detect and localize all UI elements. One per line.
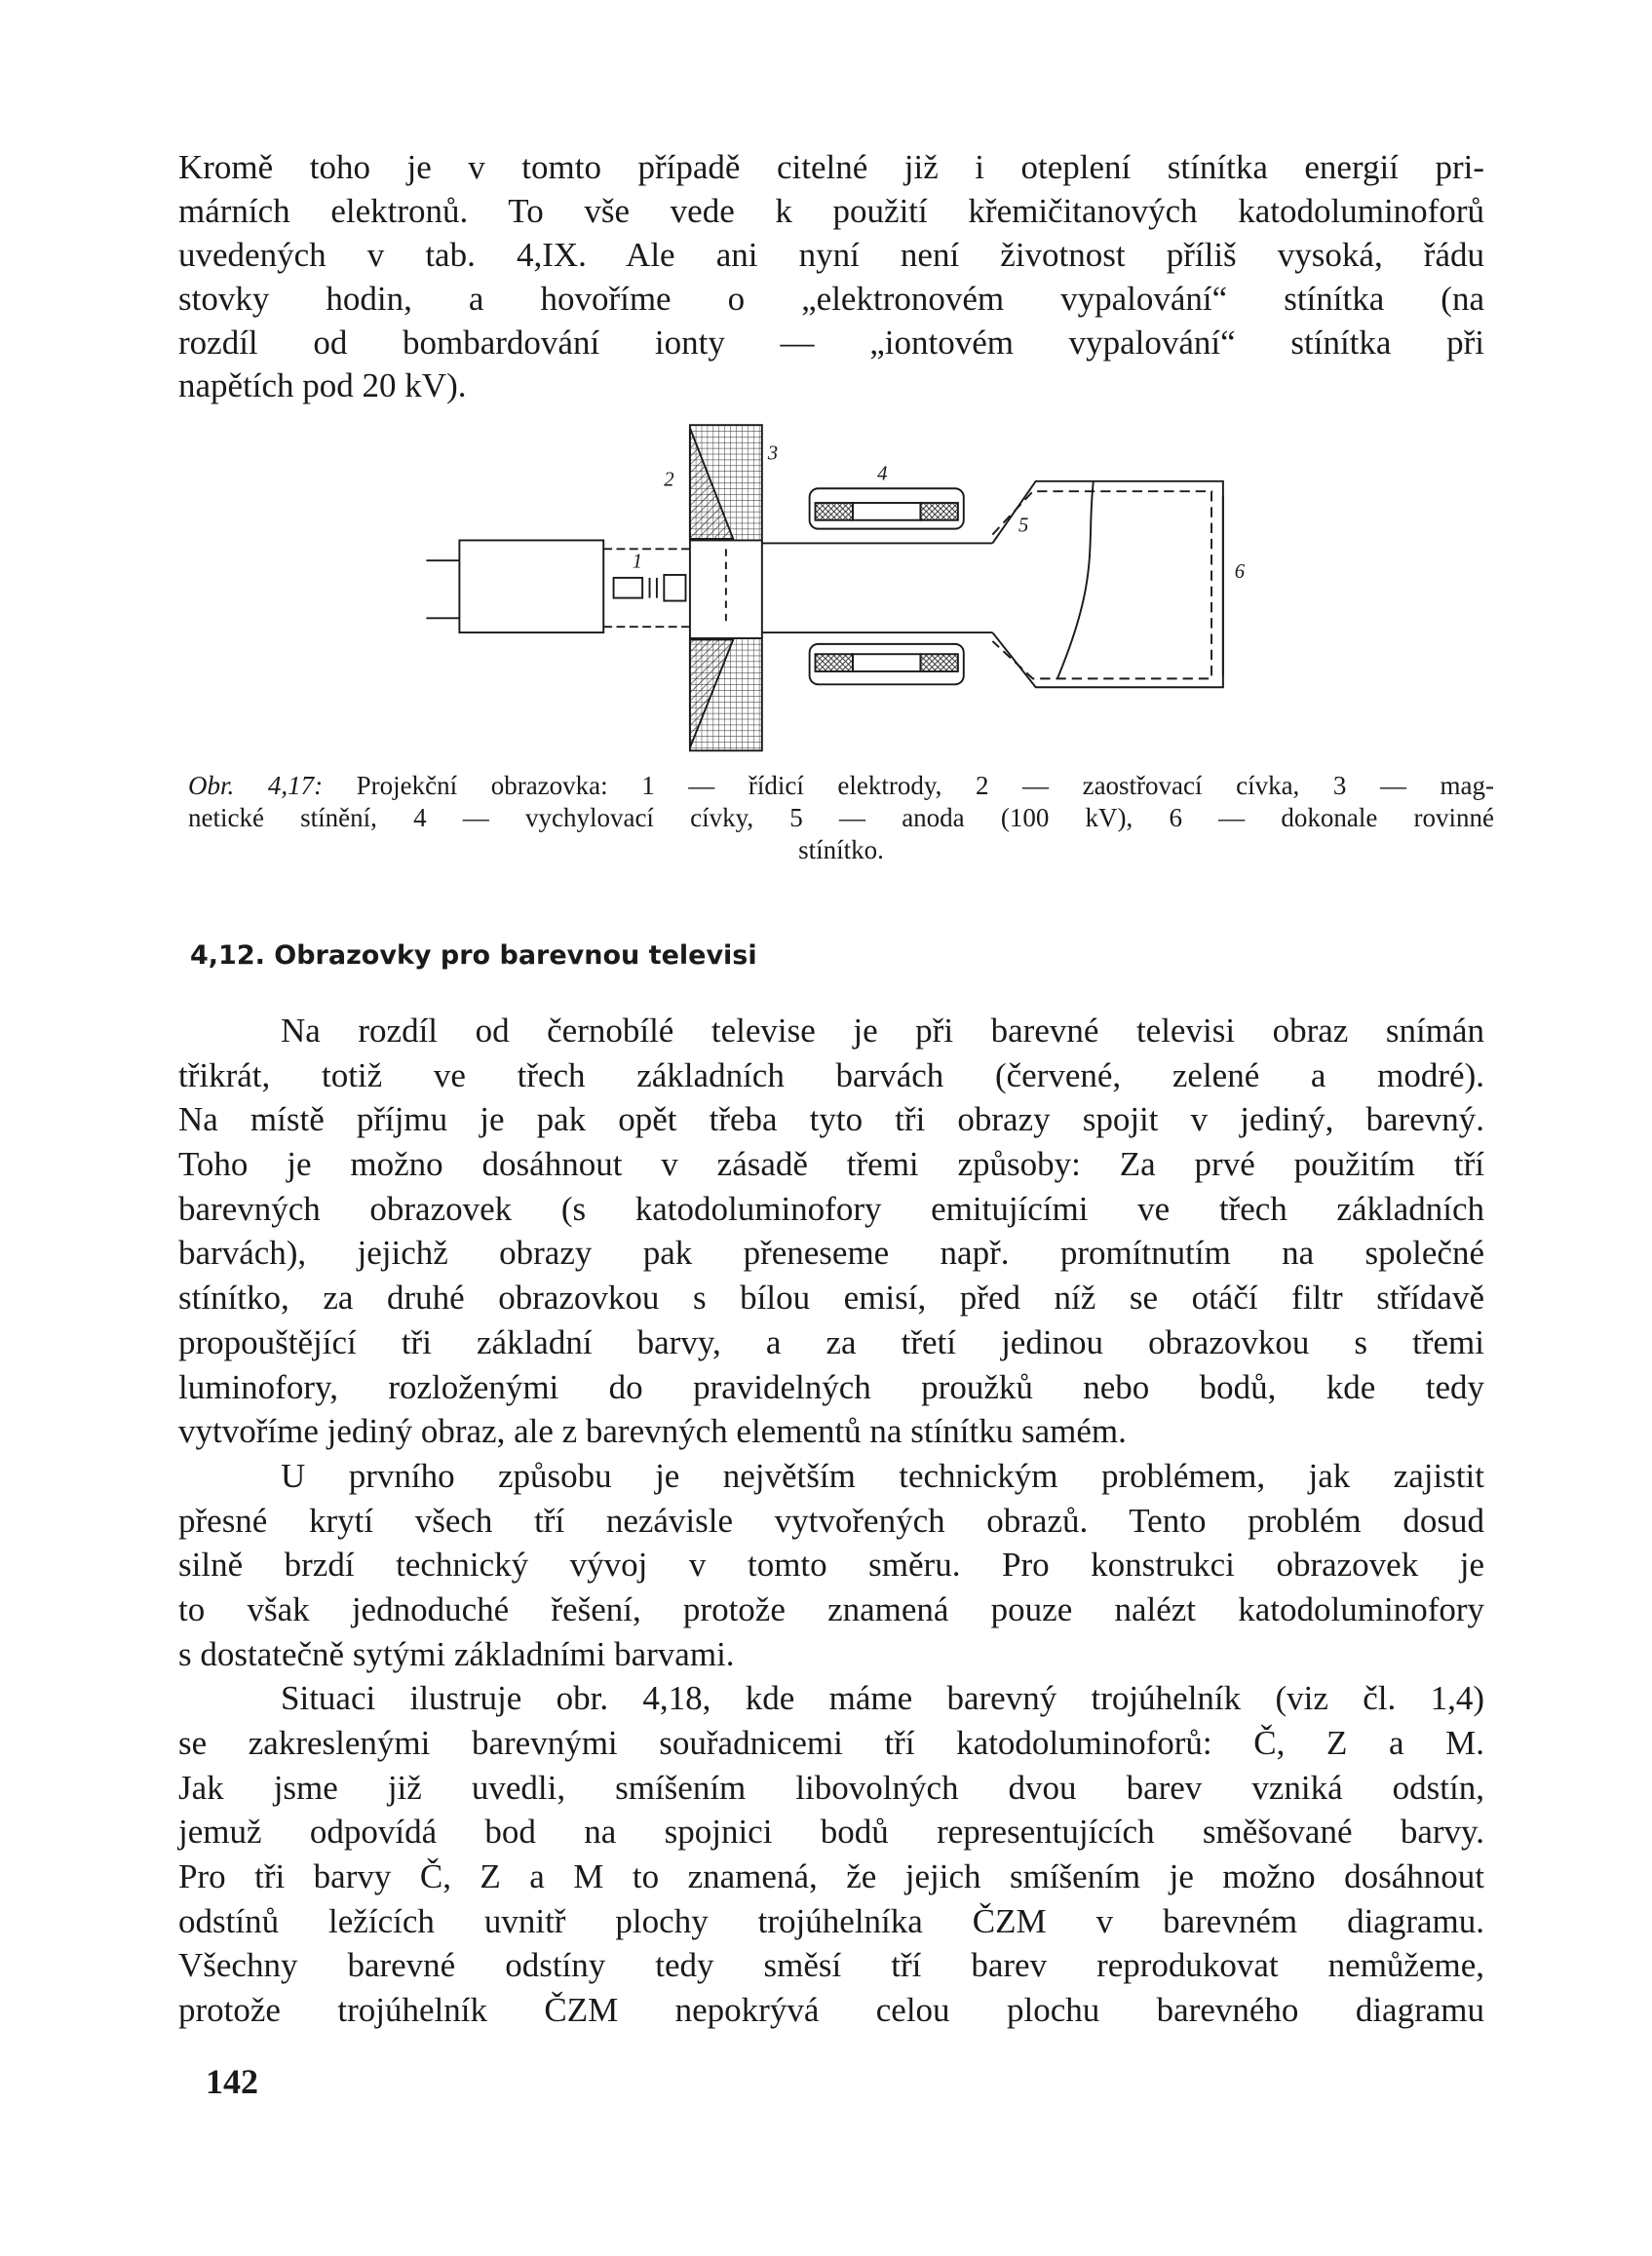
text-line: márních elektronů. To vše vede k použití křemičitanových katodoluminoforů [178,191,1484,230]
text-line: propouštějící tři základní barvy, a za třetí jedinou obrazovkou s třemi [178,1322,1484,1361]
text-line: rozdíl od bombardování ionty — „iontovém vypalování“ stínítka při [178,323,1484,362]
caption-text: netické stínění, 4 — vychylovací cívky, 5 — anoda (100 kV), 6 — dokonale rovinné [188,803,1494,832]
control-electrode [614,578,643,598]
text-line: třikrát, totiž ve třech základních barvách (červené, zelené a modré). [178,1055,1484,1094]
label-2: 2 [664,469,674,491]
tube-base [459,540,603,632]
paragraph-2 [178,1009,1484,2033]
text-line: luminofory, rozloženými do pravidelných proužků nebo bodů, kde tedy [178,1367,1484,1406]
text-line: uvedených v tab. 4,IX. Ale ani nyní není životnost příliš vysoká, řádu [178,235,1484,274]
text-line: Toho je možno dosáhnout v zásadě třemi způsoby: Za prvé použitím tří [178,1145,1484,1184]
label-6: 6 [1234,560,1246,583]
text-line: odstínů ležících uvnitř plochy trojúhelníka ČZM v barevném diagramu. [178,1901,1484,1940]
paragraph-1 [178,146,1484,408]
text-line: protože trojúhelník ČZM nepokrývá celou plochu barevného diagramu [178,1991,1484,2030]
text-line: Na rozdíl od černobílé televise je při barevné televisi obraz snímán [281,1012,1484,1050]
text-line: Kromě toho je v tomto případě citelné již i oteplení stínítka energií pri- [178,148,1484,186]
text-line: stínítko, za druhé obrazovkou s bílou emisí, před níž se otáčí filtr střídavě [178,1279,1484,1318]
label-3: 3 [767,442,779,465]
text-line: se zakreslenými barevnými souřadnicemi tří katodoluminoforů: Č, Z a M. [178,1724,1484,1762]
text-line: Jak jsme již uvedli, smíšením libovolných dvou barev vzniká odstín, [178,1768,1484,1807]
label-1: 1 [632,551,643,573]
text-line: stovky hodin, a hovoříme o „elektronovém vypalování“ stínítka (na [178,279,1484,318]
text-line: přesné krytí všech tří nezávisle vytvořených obrazů. Tento problém dosud [178,1501,1484,1540]
magnetic-shield [690,425,762,540]
label-4: 4 [877,463,888,485]
text-line: barevných obrazovek (s katodoluminofory emitujícími ve třech základních [178,1189,1484,1228]
section-heading: 4,12. Obrazovky pro barevnou televisi [190,940,757,971]
text-line: Všechny barevné odstíny tedy směsí tří barev reprodukovat nemůžeme, [178,1946,1484,1985]
text-line: Situaci ilustruje obr. 4,18, kde máme barevný trojúhelník (viz čl. 1,4) [281,1679,1484,1718]
text-line: U prvního způsobu je největším technickým problémem, jak zajistit [281,1456,1484,1495]
caption-prefix: Obr. 4,17: [188,771,324,800]
label-5: 5 [1018,515,1029,537]
text-line: jemuž odpovídá bod na spojnici bodů representujících směšované barvy. [178,1813,1484,1852]
figure-caption [188,770,1494,866]
anode [1057,481,1094,679]
text-line: Na místě příjmu je pak opět třeba tyto tři obrazy spojit v jediný, barevný. [178,1100,1484,1139]
page-number: 142 [206,2062,258,2101]
caption-text: Projekční obrazovka: 1 — řídicí elektrody, 2 — zaostřovací cívka, 3 — mag- [356,771,1494,800]
text-line: vytvoříme jediný obraz, ale z barevných elementů na stínítku samém. [178,1412,1127,1451]
text-line: silně brzdí technický vývoj v tomto směru. Pro konstrukci obrazovek je [178,1546,1484,1585]
caption-text: stínítko. [798,835,884,864]
projection-tube-diagram [419,419,1248,755]
text-line: to však jednoduché řešení, protože znamená pouze nalézt katodoluminofory [178,1589,1484,1628]
text-line: s dostatečně sytými základními barvami. [178,1634,735,1673]
text-line: barvách), jejichž obrazy pak přeneseme např. promítnutím na společné [178,1234,1484,1273]
text-line: napětích pod 20 kV). [178,366,467,405]
text-line: Pro tři barvy Č, Z a M to znamená, že jejich smíšením je možno dosáhnout [178,1857,1484,1896]
